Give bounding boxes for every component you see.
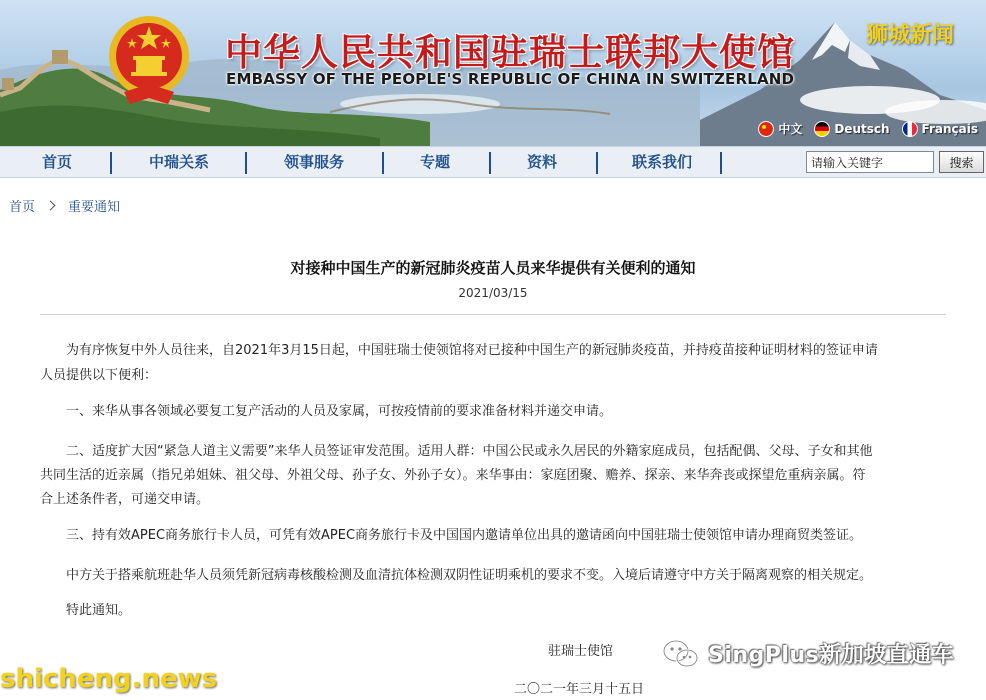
fr-flag-icon bbox=[902, 121, 918, 137]
cn-flag-icon bbox=[758, 121, 774, 137]
nav-home[interactable]: 首页 bbox=[42, 153, 73, 171]
paragraph-line: 中方关于搭乘航班赴华人员须凭新冠病毒核酸检测及血清抗体检测双阴性证明乘机的要求不变。入境后请遵守中方关于隔离观察的相关规定。 bbox=[66, 568, 873, 583]
shicheng-watermark-bottom: shicheng.news bbox=[0, 664, 218, 694]
nav-divider bbox=[110, 152, 112, 174]
lang-label: 中文 bbox=[778, 122, 803, 136]
language-switcher bbox=[758, 120, 978, 137]
nav-china-swiss-relations[interactable]: 中瑞关系 bbox=[149, 153, 210, 171]
nav-consular-services[interactable]: 领事服务 bbox=[284, 153, 345, 171]
breadcrumb-current[interactable]: 重要通知 bbox=[68, 200, 121, 215]
search-input[interactable] bbox=[806, 151, 934, 173]
embassy-title-cn: 中华人民共和国驻瑞士联邦大使馆 bbox=[225, 31, 795, 74]
nav-divider bbox=[382, 152, 384, 174]
paragraph-line: 二、适度扩大因“紧急人道主义需要”来华人员签证审发范围。适用人群：中国公民或永久居民的外籍家庭成员，包括配偶、父母、子女和其他 bbox=[66, 444, 873, 459]
article-paragraph bbox=[40, 363, 940, 388]
shicheng-watermark-top: 狮城新闻 bbox=[866, 23, 955, 48]
wechat-icon bbox=[662, 639, 700, 669]
nav-divider bbox=[596, 152, 598, 174]
article-divider bbox=[40, 314, 946, 315]
chevron-right-icon bbox=[46, 201, 56, 211]
article-paragraph bbox=[66, 399, 946, 424]
paragraph-line: 共同生活的近亲属（指兄弟姐妹、祖父母、外祖父母、孙子女、外孙子女）。来华事由：家庭团聚、赡养、探亲、来华奔丧或探望危重病亲属。符 bbox=[40, 468, 866, 483]
article-paragraph bbox=[66, 598, 946, 623]
lang-label: Français bbox=[921, 121, 978, 136]
article-paragraph bbox=[66, 563, 946, 588]
header-banner bbox=[0, 0, 986, 146]
paragraph-line: 人员提供以下便利： bbox=[40, 368, 158, 383]
paragraph-line: 合上述条件者，可递交申请。 bbox=[40, 492, 210, 507]
main-nav bbox=[0, 146, 986, 178]
breadcrumb bbox=[9, 196, 120, 215]
lang-francais[interactable] bbox=[902, 121, 978, 137]
national-emblem-icon bbox=[106, 14, 192, 106]
de-flag-icon bbox=[814, 121, 830, 137]
nav-divider bbox=[720, 152, 722, 174]
embassy-title-en: EMBASSY OF THE PEOPLE'S REPUBLIC OF CHINA IN SWITZERLAND bbox=[226, 70, 795, 88]
singplus-watermark bbox=[662, 638, 954, 669]
search-button[interactable]: 搜索 bbox=[939, 151, 984, 173]
nav-resources[interactable]: 资料 bbox=[527, 153, 558, 171]
singplus-watermark-text: SingPlus新加坡直通车 bbox=[708, 643, 955, 668]
article-date: 2021/03/15 bbox=[458, 286, 528, 300]
article-paragraph bbox=[66, 523, 946, 548]
paragraph-line: 特此通知。 bbox=[66, 603, 132, 618]
article-sign-date: 二〇二一年三月十五日 bbox=[514, 682, 645, 697]
lang-chinese[interactable] bbox=[758, 120, 802, 137]
nav-divider bbox=[489, 152, 491, 174]
article-header bbox=[40, 256, 946, 315]
nav-divider bbox=[245, 152, 247, 174]
paragraph-line: 三、持有效APEC商务旅行卡人员，可凭有效APEC商务旅行卡及中国国内邀请单位出具的邀请函向中国驻瑞士使领馆申请办理商贸类签证。 bbox=[66, 528, 863, 543]
paragraph-line: 一、来华从事各领域必要复工复产活动的人员及家属，可按疫情前的要求准备材料并递交申请。 bbox=[66, 404, 613, 419]
article-paragraph bbox=[66, 338, 946, 363]
article-paragraph bbox=[40, 487, 946, 512]
article-paragraph bbox=[66, 439, 946, 464]
lang-label: Deutsch bbox=[834, 121, 890, 136]
article-paragraph bbox=[40, 463, 946, 488]
breadcrumb-home[interactable]: 首页 bbox=[9, 200, 36, 215]
article-title: 对接种中国生产的新冠肺炎疫苗人员来华提供有关便利的通知 bbox=[290, 259, 696, 277]
nav-topics[interactable]: 专题 bbox=[420, 153, 451, 171]
article-signature: 驻瑞士使馆 bbox=[548, 644, 614, 659]
paragraph-line: 为有序恢复中外人员往来，自2021年3月15日起，中国驻瑞士使领馆将对已接种中国生产的新冠肺炎疫苗，并持疫苗接种证明材料的签证申请 bbox=[66, 343, 878, 358]
nav-contact-us[interactable]: 联系我们 bbox=[632, 153, 693, 171]
lang-deutsch[interactable] bbox=[814, 121, 889, 137]
